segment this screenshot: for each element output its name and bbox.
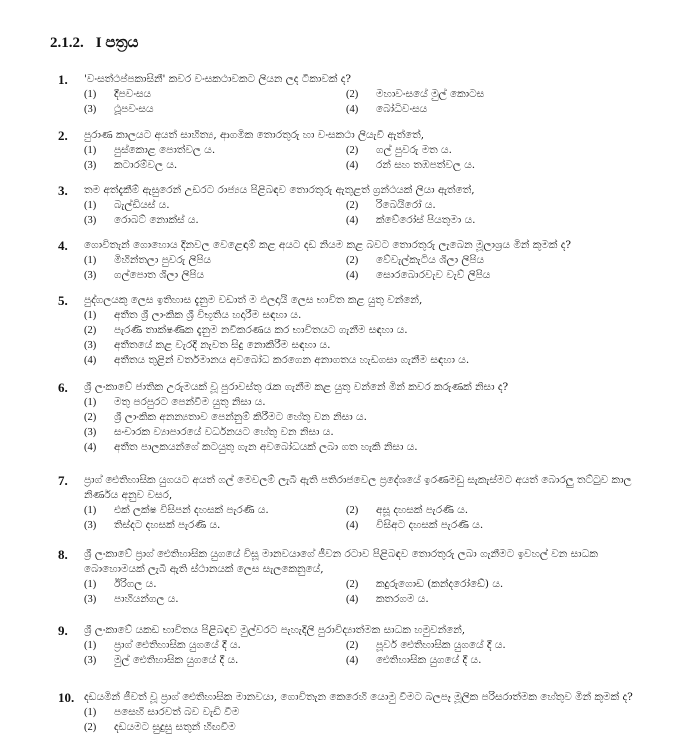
question-6 bbox=[58, 380, 658, 455]
section-heading bbox=[50, 34, 138, 52]
option-4: (4) කතරගම ය. bbox=[346, 593, 429, 605]
option-1: (1) ප්‍රාග් ඓතිහාසික යුගයේ දී ය. bbox=[84, 639, 241, 651]
option-2: (2) දඩයමට සුදුසු සතුන් හිඟවීම bbox=[84, 721, 236, 733]
option-4: (4) විසිඅට දහසක් පැරණි ය. bbox=[346, 519, 484, 531]
option-3: (3) කටාරම්වල ය. bbox=[84, 159, 178, 171]
option-3: (3) මුල් ඓතිහාසික යුගයේ දී ය. bbox=[84, 654, 239, 666]
option-2: (2) කදුරුගොඩ (කන්දරෝඩේ) ය. bbox=[346, 578, 504, 590]
question-text: පුද්ගලයකු ලෙස ඉතිහාස දැනුම වඩාත් ම ඵලදායි ලෙස භාවිත කළ යුතු වන්නේ, bbox=[84, 294, 423, 306]
options bbox=[84, 503, 658, 533]
option-3: (3) රොබට් නොක්ස් ය. bbox=[84, 214, 199, 226]
option-1: (1) මතු පරපුරට පෙන්වීම යුතු නිසා ය. bbox=[84, 396, 266, 408]
option-3: (3) ගල්පොත ශිලා ලිපිය bbox=[84, 269, 205, 281]
option-2: (2) ගල් පුවරු මත ය. bbox=[346, 144, 452, 156]
question-text: ශ්‍රී ලංකාවේ ප්‍රාග් ඓතිහාසික යුගයේ විසූ මානවයාගේ ජීවන රටාව පිළිබඳව තොරතුරු ලබා ගැනීමට ඉවහල් වන සාධක බොහොමයක් ලැබී ඇති ස්ථානයක් ලෙස සැලකෙනුයේ, bbox=[84, 548, 598, 575]
question-8 bbox=[58, 547, 658, 607]
question-4 bbox=[58, 238, 658, 283]
options bbox=[84, 577, 658, 607]
question-text: 'වංසත්ථප්පකාසිනී' කවර වංසකථාවකට ලියන ලද ටීකාවක් ද? bbox=[84, 73, 352, 85]
question-number: 7. bbox=[58, 473, 68, 488]
question-text: දඩයමින් ජීවත් වූ ප්‍රාග් ඓතිහාසික මානවයා, ගොවිතැන කෙරෙහි යොමු වීමට බලපෑ මූලික පරිසරාත්මක හේතුව මින් කුමක් ද? bbox=[84, 691, 633, 703]
question-number: 1. bbox=[58, 72, 68, 87]
question-number: 10. bbox=[58, 690, 75, 705]
option-1: (1) එක් ලක්ෂ විසිපන් දහසක් පැරණි ය. bbox=[84, 504, 269, 516]
question-number: 5. bbox=[58, 293, 68, 308]
question-number: 8. bbox=[58, 547, 68, 562]
question-text: ශ්‍රී ලංකාවේ ජාතික උරුමයක් වූ පුරාවස්තු රැක ගැනීම කළ යුතු වන්නේ මින් කවර කරුණක් නිසා ද? bbox=[84, 381, 509, 393]
option-3: (3) අතීතයේ කළ වැරදි නැවත සිදු නොකිරීම සඳහා ය. bbox=[84, 339, 331, 351]
option-4: (4) ක්වේරෝස් පියතුමා ය. bbox=[346, 214, 476, 226]
options bbox=[84, 705, 658, 735]
question-7 bbox=[58, 473, 658, 533]
option-1: (1) බැල්ඩියස් ය. bbox=[84, 199, 170, 211]
question-number: 6. bbox=[58, 380, 68, 395]
option-4: (4) සොරබොරවැව වැව් ලිපිය bbox=[346, 269, 491, 281]
options bbox=[84, 87, 658, 117]
section-number: 2.1.2. bbox=[50, 35, 84, 51]
question-text: ශ්‍රී ලංකාවේ යකඩ භාවිතය පිළිබඳව මුල්වරට පැහැදිලි පුරාවිද්‍යාත්මක සාධක හමුවන්නේ, bbox=[84, 624, 466, 636]
question-number: 3. bbox=[58, 183, 68, 198]
question-number: 9. bbox=[58, 623, 68, 638]
question-text: ප්‍රාග් ඓතිහාසික යුගයට අයත් ගල් මෙවලම් ලැබී ඇති පතිරාජවෙල ප්‍රදේශයේ ඉරණමඩු සැකැස්මට අයත් බොරලු තට්ටුව කාල නිර්ණය අනුව වසර, bbox=[84, 474, 632, 501]
options bbox=[84, 308, 658, 368]
option-2: (2) මහාවංසයේ මුල් කොටස bbox=[346, 88, 485, 100]
option-1: (1) මිහින්තලා පුවරු ලිපිය bbox=[84, 254, 212, 266]
question-text: පුරාණ කාලයට අයත් සාහිත්‍ය, ආගමික තොරතුරු හා වංසකථා ලියැවී ඇත්තේ, bbox=[84, 129, 425, 141]
option-4: (4) අතීත පාලකයන්ගේ කටයුතු ගැන අවබෝධයක් ලබා ගත හැකි නිසා ය. bbox=[84, 441, 418, 453]
section-title: I පත්‍රය bbox=[95, 35, 139, 51]
option-1: (1) දීපවංසය bbox=[84, 88, 152, 100]
option-1: (1) පුස්කොළ පොත්වල ය. bbox=[84, 144, 216, 156]
question-text: තම අත්දැකීම් ඇසුරෙන් උඩරට රාජ්‍යය පිළිබඳව තොරතුරු ඇතුළත් ග්‍රන්ථයක් ලියා ඇත්තේ, bbox=[84, 184, 475, 196]
option-1: (1) පසෙහි සාරවත් බව වැඩි වීම bbox=[84, 706, 240, 718]
option-2: (2) පූර්ව ඓතිහාසික යුගයේ දී ය. bbox=[346, 639, 506, 651]
question-2 bbox=[58, 128, 658, 173]
option-2: (2) රිබෙයිරෝ ය. bbox=[346, 199, 436, 211]
options bbox=[84, 198, 658, 228]
option-3: (3) පාහියන්ගල ය. bbox=[84, 593, 179, 605]
option-3: (3) සංචාරක ව්‍යාපාරයේ වර්ධනයට හේතු වන නිසා ය. bbox=[84, 426, 334, 438]
option-3: (3) තිස්දට දහසක් පැරණි ය. bbox=[84, 519, 221, 531]
question-text: ගොවිතැන් ගොහොය දිනවල වෙළෙඳාම් කළ අයට දඩ නියම කළ බවට තොරතුරු ලැබෙන මූලාශ්‍රය මින් කුමක් ද? bbox=[84, 239, 572, 251]
option-4: (4) ඓතිහාසික යුගයේ දී ය. bbox=[346, 654, 482, 666]
options bbox=[84, 253, 658, 283]
option-1: (1) අතීත ශ්‍රී ලාංකික ශ්‍රී විභූතිය හදාරීම සඳහා ය. bbox=[84, 309, 302, 321]
option-4: (4) රන් සහ තඹපත්වල ය. bbox=[346, 159, 476, 171]
option-2: (2) වේවැල්කැටිය ශිලා ලිපිය bbox=[346, 254, 485, 266]
question-number: 2. bbox=[58, 128, 68, 143]
options bbox=[84, 638, 658, 668]
option-2: (2) ශ්‍රී ලාංකික අනන්‍යතාව පෙන්නුම් කිරීමට හේතු වන නිසා ය. bbox=[84, 411, 367, 423]
question-9 bbox=[58, 623, 658, 668]
options bbox=[84, 395, 658, 455]
option-4: (4) බෝධිවංසය bbox=[346, 103, 428, 115]
question-1 bbox=[58, 72, 658, 117]
option-1: (1) ඊරිගල ය. bbox=[84, 578, 157, 590]
option-4: (4) අතීතය තුළින් වර්තමානය අවබෝධ කරගෙන අනාගතය හැඩගසා ගැනීම සඳහා ය. bbox=[84, 354, 470, 366]
question-3 bbox=[58, 183, 658, 228]
option-3: (3) ථූපවංසය bbox=[84, 103, 154, 115]
question-number: 4. bbox=[58, 238, 68, 253]
question-10 bbox=[58, 690, 658, 735]
option-2: (2) අසූ දහසක් පැරණි ය. bbox=[346, 504, 469, 516]
question-5 bbox=[58, 293, 658, 368]
option-2: (2) පැරණි තාක්ෂණික දැනුම නවීකරණය කර භාවිතයට ගැනීම සඳහා ය. bbox=[84, 324, 408, 336]
options bbox=[84, 143, 658, 173]
